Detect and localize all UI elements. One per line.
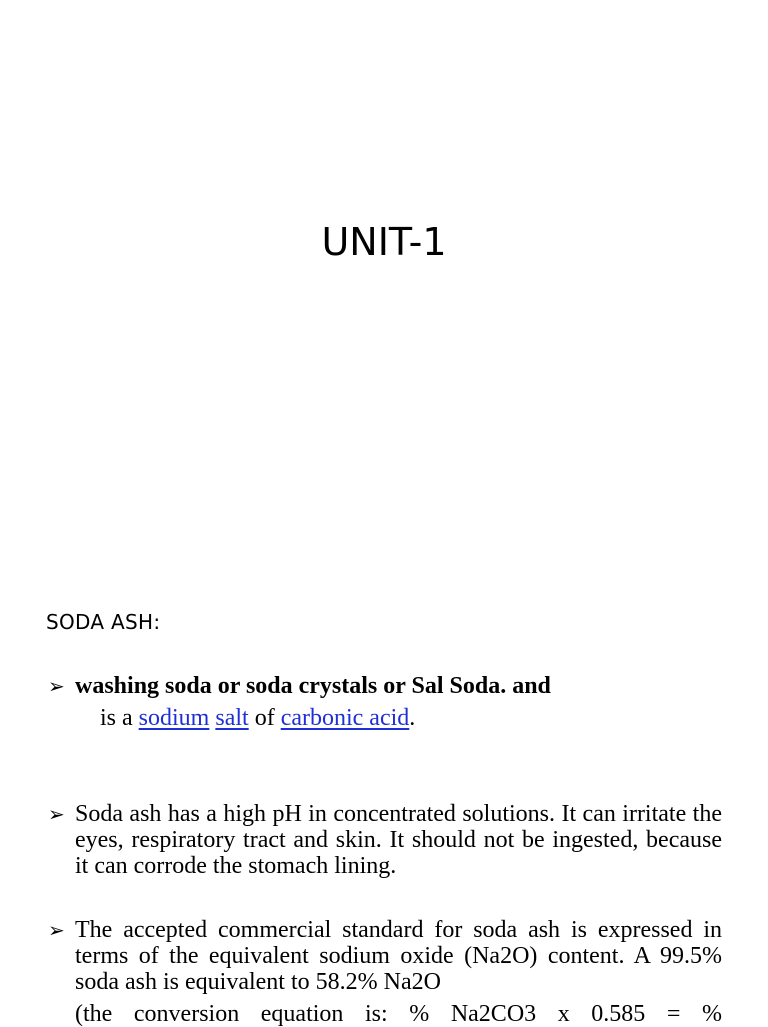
bullet-definition-line bbox=[100, 705, 722, 731]
bullet-text: Soda ash has a high pH in concentrated solutions. It can irritate the eyes, respiratory tract and skin. It should not be ingested, because it can corrode the stomach lining. bbox=[75, 801, 722, 879]
link-carbonic-acid[interactable]: carbonic acid bbox=[280, 705, 410, 731]
definition-prefix: is a bbox=[100, 705, 139, 731]
bullet-item bbox=[48, 917, 722, 1027]
link-salt[interactable]: salt bbox=[215, 705, 249, 731]
link-sodium[interactable]: sodium bbox=[138, 705, 210, 731]
bullet-item bbox=[48, 801, 722, 879]
section-heading: SODA ASH: bbox=[46, 610, 161, 634]
definition-of: of bbox=[248, 705, 281, 731]
bullet-item bbox=[48, 673, 722, 731]
definition-end: . bbox=[409, 705, 416, 731]
bullet-arrow-icon: ➢ bbox=[48, 802, 65, 826]
bullet-arrow-icon: ➢ bbox=[48, 674, 65, 698]
bullet-continuation: (the conversion equation is: % Na2CO3 x 0.585 = % bbox=[75, 1001, 722, 1027]
bullet-arrow-icon: ➢ bbox=[48, 918, 65, 942]
bullet-text: The accepted commercial standard for soda ash is expressed in terms of the equivalent sodium oxide (Na2O) content. A 99.5% soda ash is equivalent to 58.2% Na2O bbox=[75, 917, 722, 995]
bullet-bold-text: washing soda or soda crystals or Sal Soda. and bbox=[75, 673, 551, 699]
slide-title: UNIT-1 bbox=[321, 220, 447, 264]
